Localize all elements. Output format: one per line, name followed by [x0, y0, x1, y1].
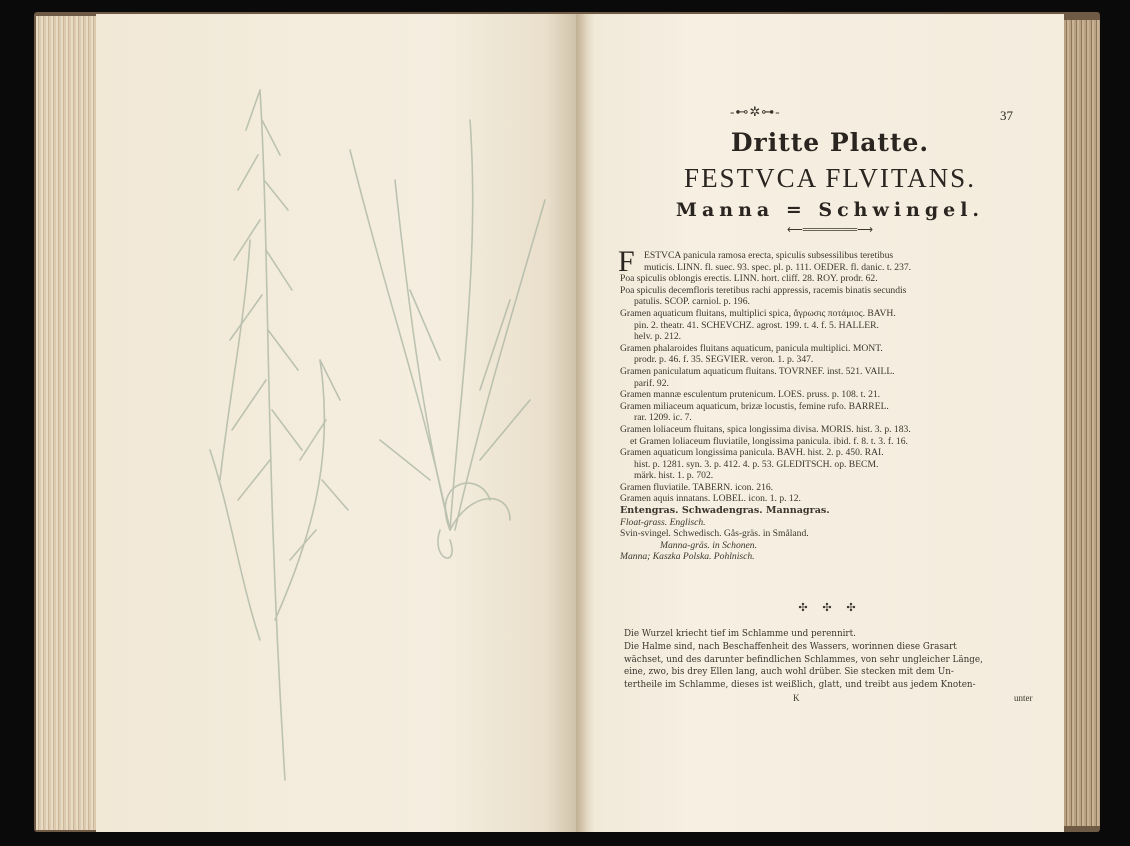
book-gutter: [576, 14, 596, 832]
left-page-edges: [36, 16, 96, 830]
vernacular-line: Float-grass. Englisch.: [620, 516, 706, 528]
plant-stem: [260, 90, 285, 780]
description-line: tertheile im Schlamme, dieses ist weißlich, glatt, und treibt aus jedem Knoten-: [624, 680, 976, 691]
section-ornament: ✣ ✣ ✣: [798, 602, 862, 614]
synonym-line: muticis. LINN. fl. suec. 93. spec. pl. p. 111. OEDER. fl. danic. t. 237.: [644, 261, 912, 273]
synonym-line: Poa spiculis oblongis erectis. LINN. hort. cliff. 28. ROY. prodr. 62.: [620, 273, 878, 285]
synonym-line: prodr. p. 46. f. 35. SEGVIER. veron. 1. p. 347.: [634, 354, 814, 366]
synonym-line: Gramen phalaroides fluitans aquaticum, panicula multiplici. MONT.: [620, 342, 883, 354]
synonym-line: ESTVCA panicula ramosa erecta, spiculis subsessilibus teretibus: [644, 250, 894, 261]
plant-stem: [275, 360, 324, 620]
synonym-line: et Gramen loliaceum fluviatile, longissima panicula. ibid. f. 8. t. 3. f. 16.: [630, 435, 908, 447]
signature-mark: K: [793, 693, 800, 703]
catchword: unter: [1014, 693, 1033, 703]
plant-stem: [445, 483, 510, 530]
synonym-line: Gramen aquaticum longissima panicula. BAVH. hist. 2. p. 450. RAI.: [620, 447, 884, 459]
vernacular-line: Manna; Kaszka Polska. Pohlnisch.: [620, 551, 755, 563]
drop-cap: F: [618, 245, 635, 278]
synonym-line: Gramen mannæ esculentum prutenicum. LOES. pruss. p. 108. t. 21.: [620, 389, 881, 401]
plant-stem: [350, 150, 450, 530]
right-page-edges: [1064, 20, 1100, 826]
synonym-line: helv. p. 212.: [634, 331, 682, 343]
description-line: eine, zwo, bis drey Ellen lang, auch wohl drüber. Sie stecken mit dem Un-: [624, 667, 954, 678]
header-ornament: -⊷✲⊶-: [730, 104, 781, 119]
plant-stem: [210, 450, 260, 640]
synonym-line: Gramen aquaticum fluitans, multiplici spica, ἄγρωσις ποτάμιος. BAVH.: [620, 307, 896, 319]
description-block: [624, 628, 1044, 692]
description-line: Die Halme sind, nach Beschaffenheit des Wassers, worinnen diese Grasart: [624, 641, 957, 652]
plant-stem: [380, 290, 530, 480]
synonym-line: Poa spiculis decemfloris teretibus rachi appressis, racemis binatis secundis: [620, 284, 907, 296]
vernacular-line: Manna-gräs. in Schonen.: [660, 539, 757, 551]
plant-stem: [395, 180, 450, 530]
synonym-line: patulis. SCOP. carniol. p. 196.: [634, 296, 750, 308]
synonym-line: Gramen fluviatile. TABERN. icon. 216.: [620, 481, 774, 493]
plant-stem: [230, 90, 302, 500]
plant-illustration: [150, 60, 560, 800]
synonym-line: Gramen paniculatum aquaticum fluitans. TOVRNEF. inst. 521. VAILL.: [620, 365, 895, 377]
german-species-title: Manna = Schwingel.: [675, 199, 985, 221]
description-line: Die Wurzel kriecht tief im Schlamme und perennirt.: [624, 629, 856, 639]
description-line: wächset, und des darunter befindlichen Schlammes, von sehr ungleicher Länge,: [624, 654, 983, 665]
synonym-line: pin. 2. theatr. 41. SCHEVCHZ. agrost. 199. t. 4. f. 5. HALLER.: [634, 319, 879, 331]
synonym-line: märk. hist. 1. p. 702.: [634, 470, 714, 482]
synonymy-block: [618, 245, 1046, 563]
plant-stem: [290, 360, 348, 560]
latin-species-title: FESTVCA FLVITANS.: [684, 163, 976, 193]
vernacular-line: Svin-svingel. Schwedisch. Gås-gräs. in Småland.: [620, 528, 809, 540]
plant-stem: [220, 240, 250, 480]
plant-stem: [455, 200, 545, 530]
synonym-line: Gramen loliaceum fluitans, spica longissima divisa. MORIS. hist. 3. p. 183.: [620, 423, 911, 435]
synonym-line: hist. p. 1281. syn. 3. p. 412. 4. p. 53. GLEDITSCH. op. BECM.: [634, 458, 879, 470]
plate-heading: Dritte Platte.: [730, 128, 930, 157]
page-number: 37: [1000, 108, 1013, 123]
plant-stem: [438, 530, 452, 558]
synonym-line: Gramen miliaceum aquaticum, brizæ locustis, femine rufo. BARREL.: [620, 400, 889, 412]
title-rule-ornament: ⟵═══════⟶: [786, 224, 874, 236]
synonym-line: parif. 92.: [634, 377, 669, 389]
synonym-line: rar. 1209. ic. 7.: [634, 412, 692, 424]
synonym-line: Gramen aquis innatans. LOBEL. icon. 1. p. 12.: [620, 493, 801, 505]
vernacular-line: Entengras. Schwadengras. Mannagras.: [620, 505, 830, 517]
